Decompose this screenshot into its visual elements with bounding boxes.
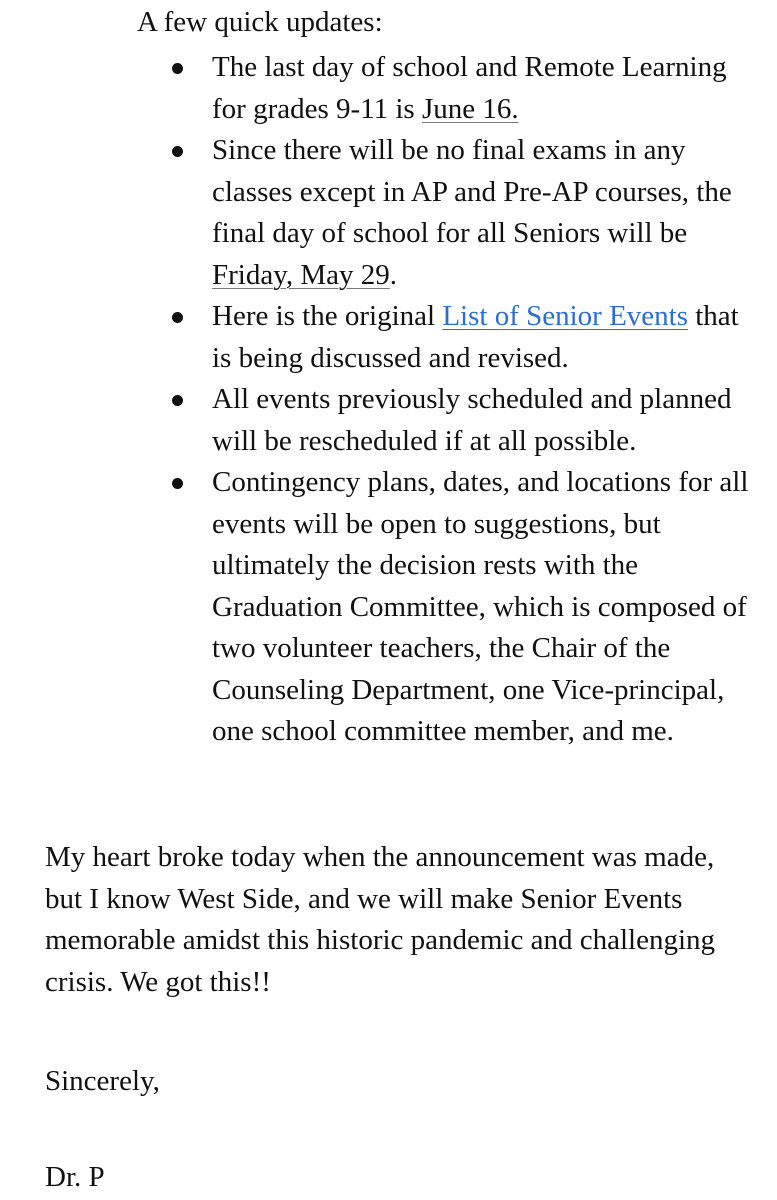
date-highlight: Friday, May 29 bbox=[212, 258, 390, 291]
list-item bbox=[212, 462, 757, 753]
bullet-icon bbox=[172, 478, 183, 489]
intro-text: A few quick updates: bbox=[137, 6, 383, 38]
update-text: Contingency plans, dates, and locations for all events will be open to suggestions, but ultimately the decision rests with the Graduation Committee, which is composed of two volunteer teachers, the Chair of the Counseling Department, one Vice-principal, one school committee member, and me. bbox=[212, 466, 749, 747]
updates-list bbox=[212, 47, 757, 753]
bullet-icon bbox=[172, 146, 183, 157]
list-item bbox=[212, 47, 757, 130]
update-text: Here is the original bbox=[212, 300, 443, 332]
update-text: Since there will be no final exams in any classes except in AP and Pre-AP courses, the final day of school for all Seniors will be bbox=[212, 134, 732, 249]
signoff: Sincerely, bbox=[45, 1065, 160, 1097]
bullet-icon bbox=[172, 312, 183, 323]
date-highlight: June 16. bbox=[421, 92, 519, 125]
list-item bbox=[212, 379, 757, 462]
update-text: All events previously scheduled and planned will be rescheduled if at all possible. bbox=[212, 383, 732, 457]
senior-events-link[interactable]: List of Senior Events bbox=[442, 300, 688, 332]
update-text-end: . bbox=[389, 258, 397, 291]
list-item bbox=[212, 296, 757, 379]
update-text: The last day of school and Remote Learning for grades 9-11 is bbox=[212, 51, 727, 125]
signature: Dr. P bbox=[45, 1161, 105, 1193]
bullet-icon bbox=[172, 63, 183, 74]
bullet-icon bbox=[172, 395, 183, 406]
list-item bbox=[212, 130, 757, 296]
update-text-end: that is being discussed and revised. bbox=[212, 300, 739, 374]
closing-paragraph: My heart broke today when the announcement was made, but I know West Side, and we will make Senior Events memorable amidst this historic pandemic and challenging crisis. We got this!! bbox=[45, 841, 716, 998]
